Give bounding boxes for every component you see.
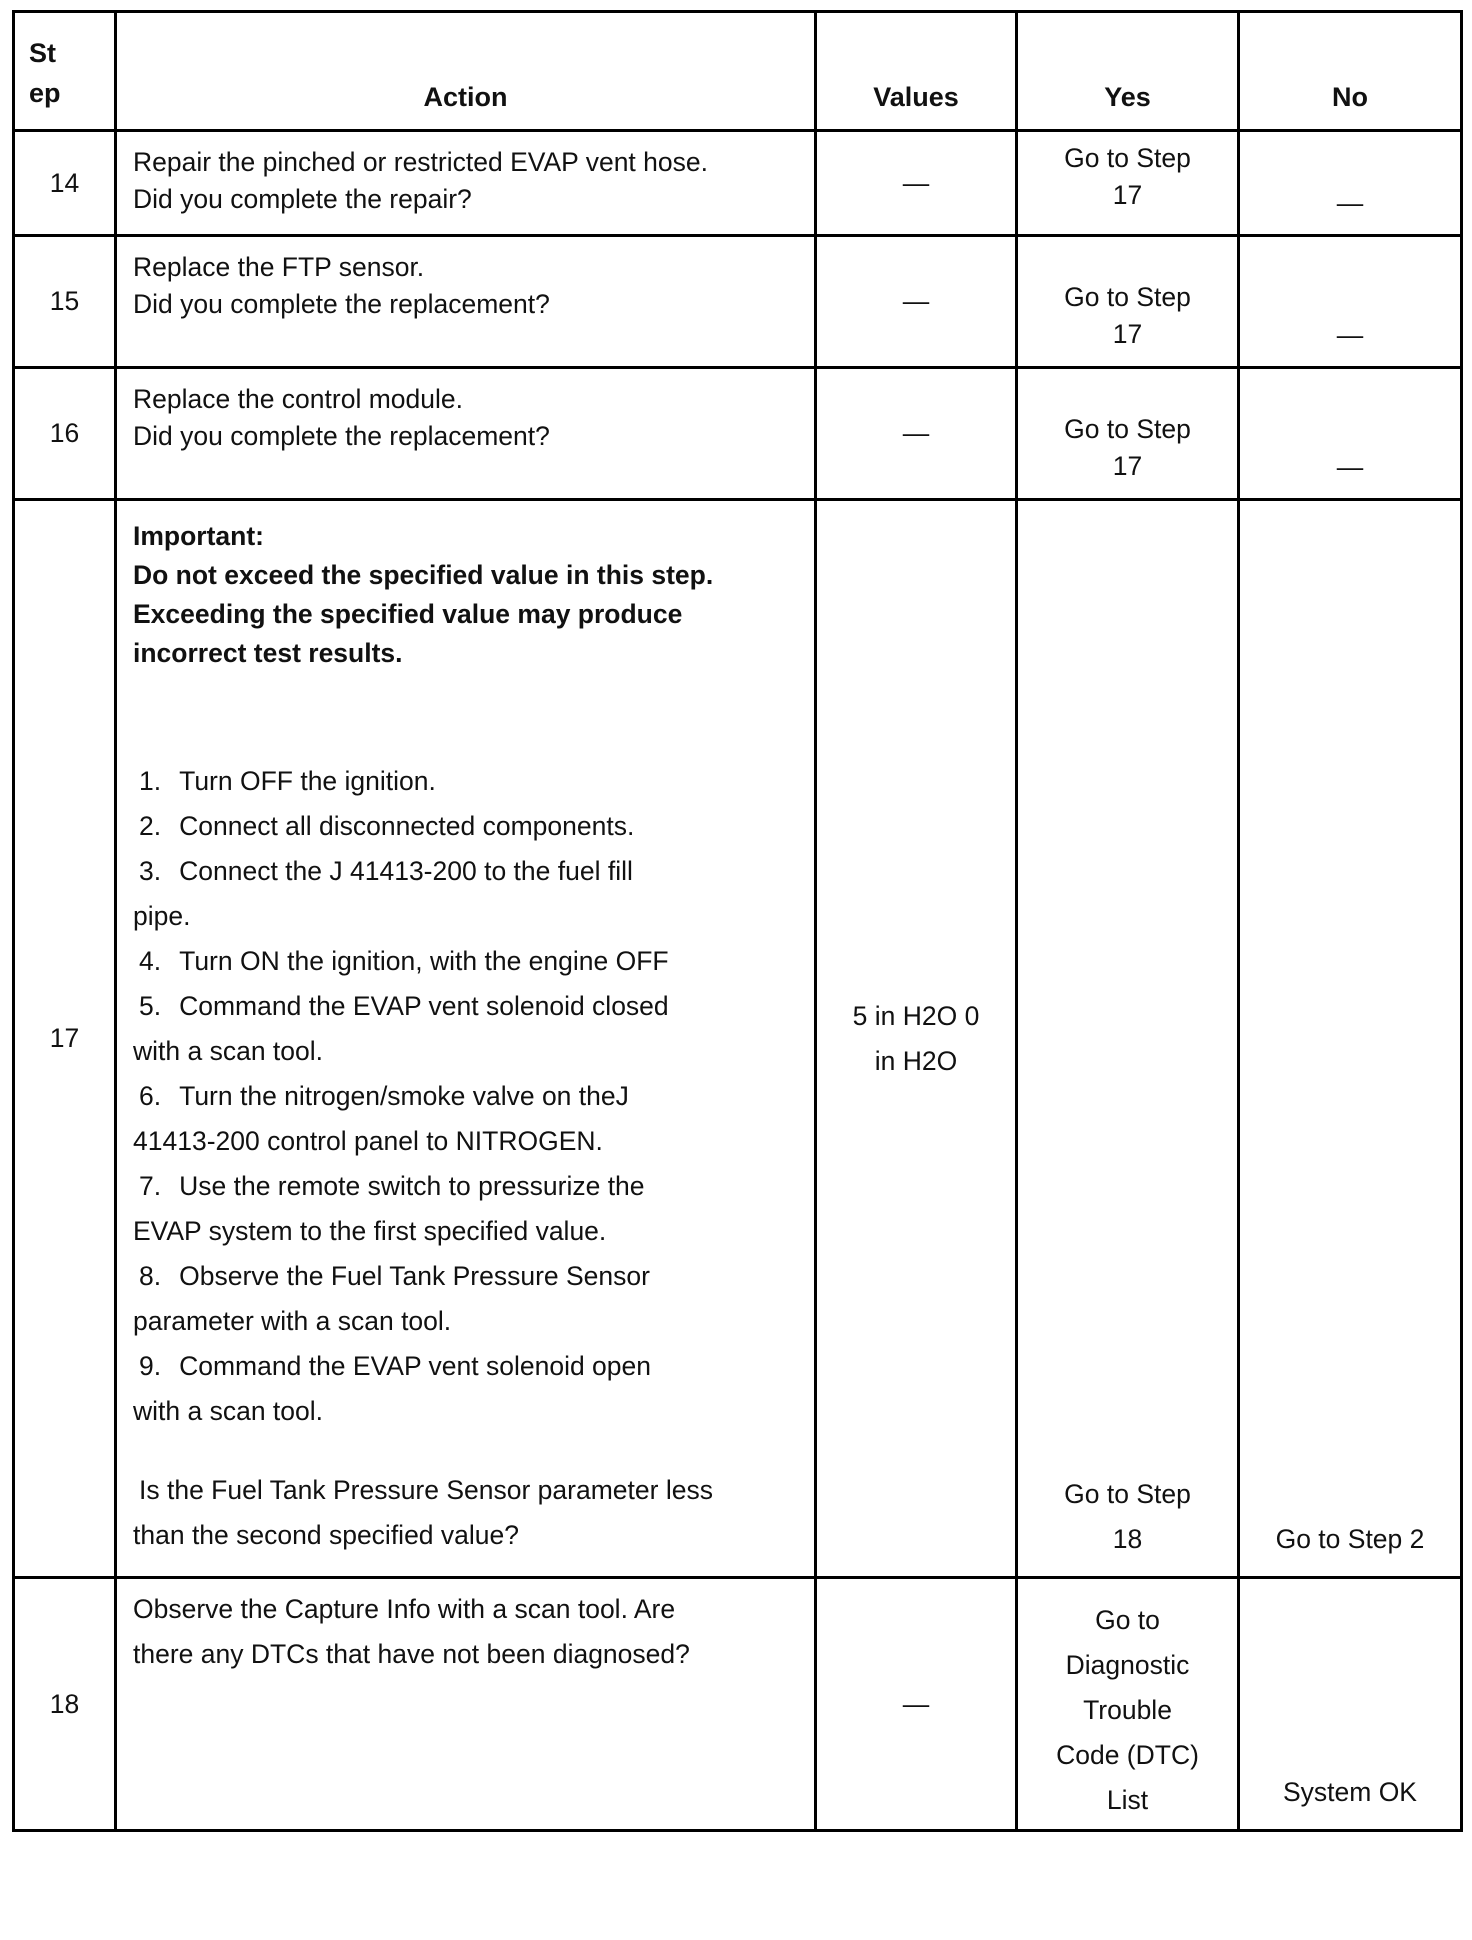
procedure-steps (133, 759, 800, 1434)
important-line: Do not exceed the specified value in this step. (133, 560, 714, 590)
header-no: No (1239, 12, 1462, 131)
table-row-step-15 (14, 236, 1462, 368)
action-line: Repair the pinched or restricted EVAP vent hose. (133, 147, 708, 177)
table-row-step-14 (14, 131, 1462, 236)
action-cell (116, 368, 816, 500)
yes-line: Go to Step (1064, 281, 1191, 312)
yes-cell (1017, 1578, 1239, 1831)
yes-line: Go to Step (1064, 143, 1191, 173)
yes-cell (1017, 236, 1239, 368)
step-text: Turn the nitrogen/smoke valve on theJ (179, 1081, 629, 1111)
header-yes: Yes (1017, 12, 1239, 131)
values-cell: — (816, 236, 1017, 368)
step-number: 15 (14, 236, 116, 368)
step-index: 6. (139, 1081, 162, 1111)
action-line: Did you complete the replacement? (133, 421, 550, 451)
step-text-cont: 41413-200 control panel to NITROGEN. (133, 1126, 603, 1156)
important-line: Important: (133, 521, 265, 551)
header-row (14, 12, 1462, 131)
step-text: Command the EVAP vent solenoid closed (179, 991, 669, 1021)
no-cell: — (1239, 236, 1462, 368)
yes-cell (1017, 500, 1239, 1578)
step-text-cont: pipe. (133, 901, 191, 931)
values-cell: — (816, 1578, 1017, 1831)
list-item (133, 984, 800, 1074)
header-step-part1: St (29, 38, 56, 68)
yes-line: Trouble (1083, 1695, 1172, 1725)
no-cell: System OK (1239, 1578, 1462, 1831)
yes-line: 17 (1112, 180, 1143, 210)
step-text: Turn ON the ignition, with the engine OFF (179, 946, 669, 976)
step-number: 18 (14, 1578, 116, 1831)
values-line: in H2O (874, 1045, 958, 1076)
step-text: Connect the J 41413-200 to the fuel fill (179, 856, 633, 886)
step-text-cont: with a scan tool. (133, 1396, 324, 1426)
step-index: 2. (139, 811, 162, 841)
step-number: 16 (14, 368, 116, 500)
header-action: Action (116, 12, 816, 131)
table-row-step-17 (14, 500, 1462, 1578)
list-item (133, 939, 800, 984)
action-line: Did you complete the replacement? (133, 289, 550, 319)
list-item (133, 1254, 800, 1344)
yes-line: List (1106, 1785, 1149, 1815)
important-note (133, 517, 800, 673)
list-item (133, 1164, 800, 1254)
yes-cell (1017, 131, 1239, 236)
step-index: 9. (139, 1351, 162, 1381)
yes-line: 17 (1112, 450, 1143, 481)
no-cell: — (1239, 368, 1462, 500)
list-item (133, 804, 800, 849)
header-values: Values (816, 12, 1017, 131)
no-cell: — (1239, 131, 1462, 236)
important-line: Exceeding the specified value may produce (133, 599, 683, 629)
step-text-cont: parameter with a scan tool. (133, 1306, 452, 1336)
values-cell (816, 500, 1017, 1578)
step-number: 14 (14, 131, 116, 236)
step-index: 1. (139, 766, 162, 796)
question-line: Is the Fuel Tank Pressure Sensor parameter less (139, 1475, 713, 1505)
diagnostic-table (12, 10, 1463, 1832)
list-item (133, 1074, 800, 1164)
step-index: 3. (139, 856, 162, 886)
table-row-step-16 (14, 368, 1462, 500)
action-cell (116, 1578, 816, 1831)
step-number: 17 (14, 500, 116, 1578)
step-index: 5. (139, 991, 162, 1021)
action-cell (116, 131, 816, 236)
yes-line: Diagnostic (1065, 1650, 1190, 1680)
values-cell: — (816, 131, 1017, 236)
values-cell: — (816, 368, 1017, 500)
list-item (133, 759, 800, 804)
step-text: Connect all disconnected components. (179, 811, 635, 841)
step-text: Observe the Fuel Tank Pressure Sensor (179, 1261, 650, 1291)
yes-line: Go to Step (1064, 1479, 1191, 1509)
table-row-step-18 (14, 1578, 1462, 1831)
yes-line: 17 (1112, 318, 1143, 349)
list-item (133, 1344, 800, 1434)
action-cell (116, 236, 816, 368)
action-cell (116, 500, 816, 1578)
step-text: Command the EVAP vent solenoid open (179, 1351, 652, 1381)
yes-line: 18 (1112, 1524, 1143, 1554)
action-line: there any DTCs that have not been diagnosed? (133, 1639, 690, 1669)
step-text-cont: EVAP system to the first specified value. (133, 1216, 607, 1246)
yes-line: Go to Step (1064, 413, 1191, 444)
action-line: Replace the control module. (133, 384, 463, 414)
yes-cell (1017, 368, 1239, 500)
action-line: Replace the FTP sensor. (133, 252, 425, 282)
yes-line: Code (DTC) (1056, 1740, 1199, 1770)
important-line: incorrect test results. (133, 638, 403, 668)
list-item (133, 849, 800, 939)
question-text (133, 1468, 800, 1558)
action-line: Did you complete the repair? (133, 184, 472, 214)
step-text-cont: with a scan tool. (133, 1036, 324, 1066)
step-index: 8. (139, 1261, 162, 1291)
action-line: Observe the Capture Info with a scan tool. Are (133, 1594, 676, 1624)
header-step (14, 12, 116, 131)
question-line: than the second specified value? (133, 1520, 519, 1550)
step-text: Use the remote switch to pressurize the (179, 1171, 645, 1201)
step-index: 7. (139, 1171, 162, 1201)
step-text: Turn OFF the ignition. (179, 766, 436, 796)
values-line: 5 in H2O 0 (852, 1000, 980, 1031)
no-cell: Go to Step 2 (1239, 500, 1462, 1578)
yes-line: Go to (1095, 1605, 1160, 1635)
header-step-part2: ep (29, 78, 61, 108)
step-index: 4. (139, 946, 162, 976)
